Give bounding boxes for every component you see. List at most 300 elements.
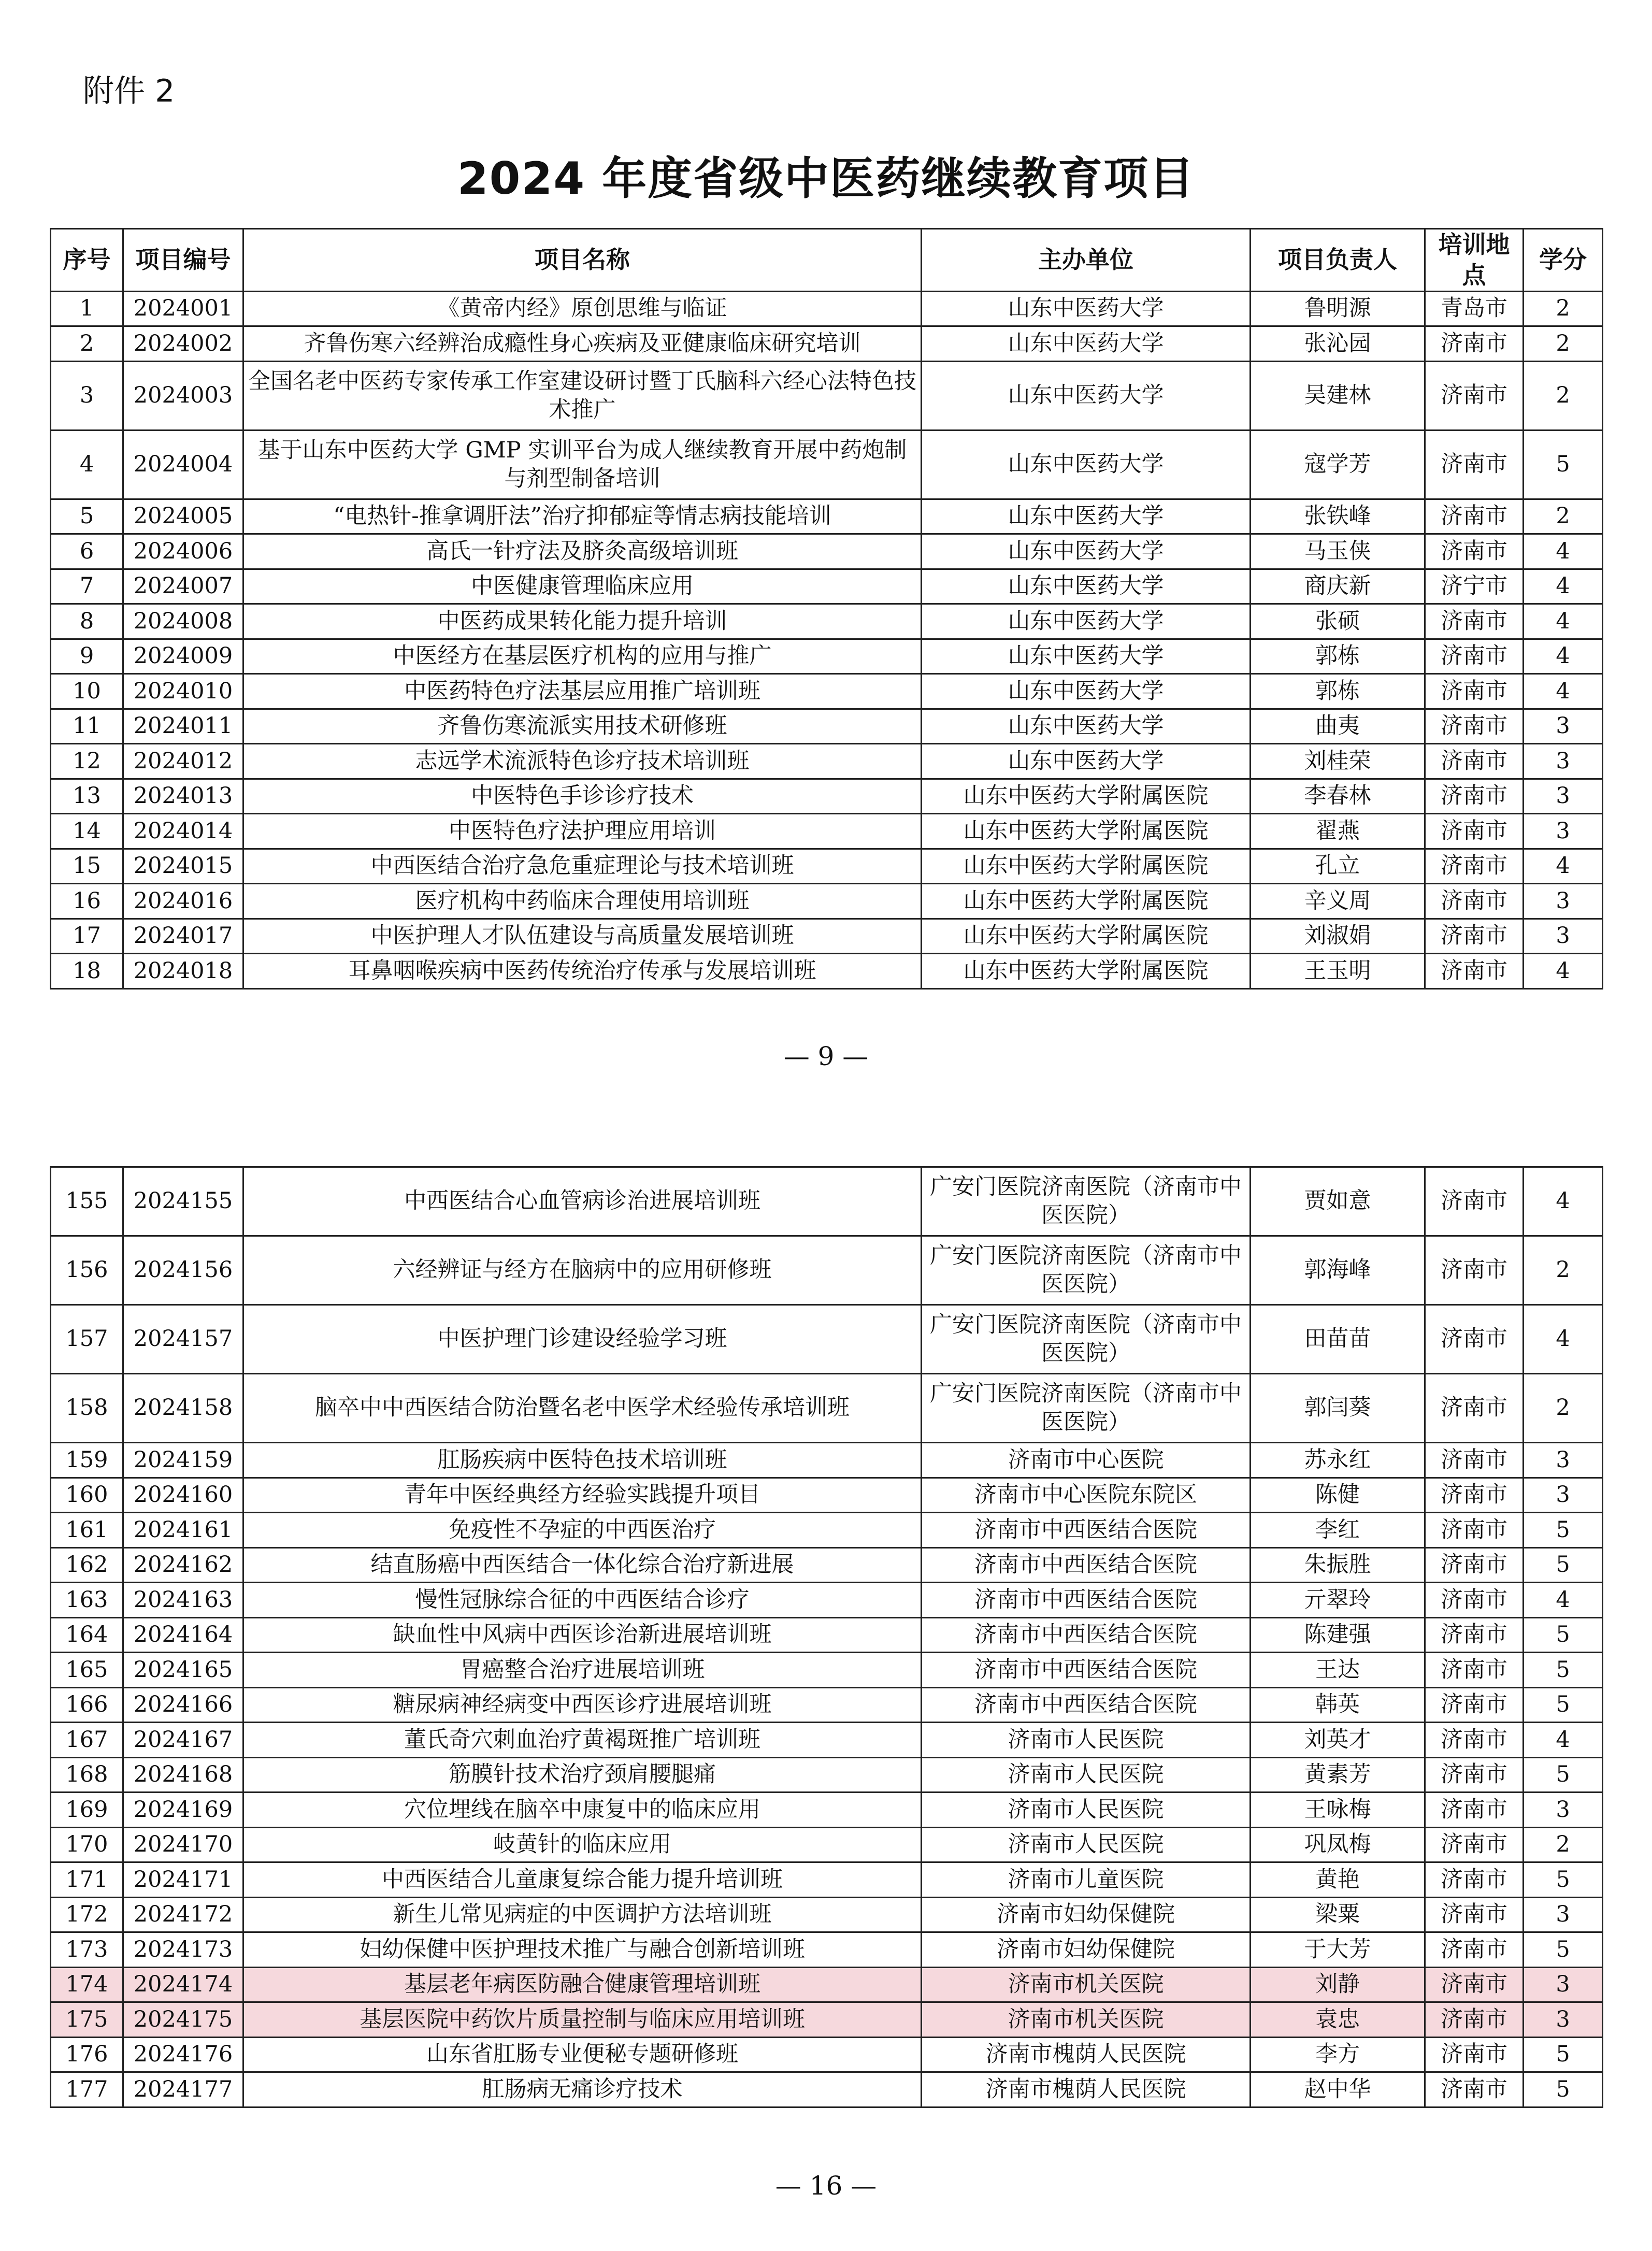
cell-seq: 159	[51, 1443, 123, 1478]
cell-organizer: 济南市人民医院	[922, 1827, 1251, 1862]
cell-project-name: 新生儿常见病症的中医调护方法培训班	[243, 1897, 922, 1932]
cell-organizer: 济南市槐荫人民医院	[922, 2072, 1251, 2107]
cell-project-name: 妇幼保健中医护理技术推广与融合创新培训班	[243, 1932, 922, 1968]
cell-organizer: 山东中医药大学附属医院	[922, 849, 1251, 884]
cell-credits: 5	[1524, 1617, 1603, 1653]
cell-location: 济南市	[1425, 1827, 1524, 1862]
cell-seq: 155	[51, 1167, 123, 1236]
cell-project-code: 2024156	[123, 1236, 243, 1305]
table-row	[51, 919, 1603, 954]
cell-project-name: 中西医结合治疗急危重症理论与技术培训班	[243, 849, 922, 884]
cell-credits: 5	[1524, 1653, 1603, 1688]
cell-project-name: 中西医结合儿童康复综合能力提升培训班	[243, 1862, 922, 1898]
cell-leader: 刘英才	[1251, 1723, 1425, 1758]
cell-organizer: 山东中医药大学附属医院	[922, 884, 1251, 919]
cell-organizer: 济南市中西医结合医院	[922, 1583, 1251, 1618]
cell-organizer: 山东中医药大学	[922, 744, 1251, 779]
cell-seq: 13	[51, 779, 123, 814]
cell-project-name: 中医健康管理临床应用	[243, 569, 922, 604]
cell-organizer: 济南市人民医院	[922, 1723, 1251, 1758]
cell-leader: 吴建林	[1251, 361, 1425, 430]
cell-project-code: 2024005	[123, 499, 243, 534]
cell-organizer: 济南市中西医结合医院	[922, 1547, 1251, 1583]
cell-project-name: 中医药成果转化能力提升培训	[243, 604, 922, 639]
cell-seq: 8	[51, 604, 123, 639]
table-row	[51, 1723, 1603, 1758]
cell-seq: 12	[51, 744, 123, 779]
cell-leader: 黄素芳	[1251, 1757, 1425, 1793]
header-location: 培训地点	[1425, 229, 1524, 292]
cell-organizer: 山东中医药大学	[922, 326, 1251, 362]
table-row	[51, 1478, 1603, 1513]
table-row	[51, 674, 1603, 709]
cell-location: 济南市	[1425, 1897, 1524, 1932]
project-table-page-9	[50, 228, 1603, 990]
cell-project-code: 2024018	[123, 954, 243, 989]
cell-credits: 4	[1524, 639, 1603, 674]
cell-seq: 161	[51, 1513, 123, 1548]
cell-credits: 5	[1524, 1757, 1603, 1793]
cell-organizer: 山东中医药大学附属医院	[922, 779, 1251, 814]
cell-seq: 17	[51, 919, 123, 954]
cell-leader: 张铁峰	[1251, 499, 1425, 534]
cell-seq: 170	[51, 1827, 123, 1862]
cell-seq: 175	[51, 2002, 123, 2038]
cell-credits: 4	[1524, 1723, 1603, 1758]
header-project-code: 项目编号	[123, 229, 243, 292]
cell-seq: 158	[51, 1374, 123, 1443]
cell-project-name: 中西医结合心血管病诊治进展培训班	[243, 1167, 922, 1236]
cell-organizer: 山东中医药大学	[922, 430, 1251, 499]
cell-credits: 3	[1524, 1443, 1603, 1478]
table-row	[51, 1513, 1603, 1548]
table-row	[51, 954, 1603, 989]
cell-seq: 160	[51, 1478, 123, 1513]
cell-credits: 5	[1524, 2072, 1603, 2107]
cell-seq: 171	[51, 1862, 123, 1898]
cell-credits: 5	[1524, 1547, 1603, 1583]
cell-leader: 陈健	[1251, 1478, 1425, 1513]
cell-credits: 3	[1524, 1793, 1603, 1828]
cell-credits: 3	[1524, 919, 1603, 954]
cell-location: 济南市	[1425, 1583, 1524, 1618]
cell-organizer: 济南市机关医院	[922, 1967, 1251, 2002]
cell-credits: 2	[1524, 326, 1603, 362]
cell-leader: 王玉明	[1251, 954, 1425, 989]
cell-project-code: 2024155	[123, 1167, 243, 1236]
cell-organizer: 济南市妇幼保健院	[922, 1932, 1251, 1968]
cell-seq: 1	[51, 291, 123, 326]
cell-seq: 18	[51, 954, 123, 989]
cell-location: 济南市	[1425, 1862, 1524, 1898]
cell-project-code: 2024170	[123, 1827, 243, 1862]
cell-credits: 4	[1524, 1583, 1603, 1618]
page-number: — 9 —	[783, 1041, 869, 1071]
cell-location: 济宁市	[1425, 569, 1524, 604]
cell-project-code: 2024167	[123, 1723, 243, 1758]
cell-project-code: 2024163	[123, 1583, 243, 1618]
cell-organizer: 山东中医药大学	[922, 639, 1251, 674]
cell-project-code: 2024173	[123, 1932, 243, 1968]
cell-leader: 商庆新	[1251, 569, 1425, 604]
cell-location: 济南市	[1425, 499, 1524, 534]
cell-leader: 刘桂荣	[1251, 744, 1425, 779]
cell-leader: 翟燕	[1251, 814, 1425, 849]
cell-project-code: 2024007	[123, 569, 243, 604]
cell-leader: 郭栋	[1251, 674, 1425, 709]
cell-project-name: 中医药特色疗法基层应用推广培训班	[243, 674, 922, 709]
cell-seq: 11	[51, 709, 123, 744]
cell-credits: 2	[1524, 291, 1603, 326]
table-row	[51, 1443, 1603, 1478]
cell-leader: 苏永红	[1251, 1443, 1425, 1478]
cell-location: 济南市	[1425, 919, 1524, 954]
cell-location: 济南市	[1425, 1723, 1524, 1758]
cell-project-name: “电热针-推拿调肝法”治疗抑郁症等情志病技能培训	[243, 499, 922, 534]
cell-leader: 辛义周	[1251, 884, 1425, 919]
cell-credits: 2	[1524, 1374, 1603, 1443]
cell-project-code: 2024177	[123, 2072, 243, 2107]
table-row	[51, 604, 1603, 639]
cell-seq: 174	[51, 1967, 123, 2002]
table-row	[51, 709, 1603, 744]
cell-project-name: 肛肠疾病中医特色技术培训班	[243, 1443, 922, 1478]
cell-project-code: 2024161	[123, 1513, 243, 1548]
cell-project-code: 2024017	[123, 919, 243, 954]
cell-project-name: 胃癌整合治疗进展培训班	[243, 1653, 922, 1688]
cell-organizer: 济南市中西医结合医院	[922, 1513, 1251, 1548]
cell-seq: 177	[51, 2072, 123, 2107]
cell-project-name: 医疗机构中药临床合理使用培训班	[243, 884, 922, 919]
cell-seq: 157	[51, 1305, 123, 1374]
cell-credits: 2	[1524, 1827, 1603, 1862]
cell-location: 济南市	[1425, 1687, 1524, 1723]
cell-leader: 寇学芳	[1251, 430, 1425, 499]
attachment-label: 附件 2	[83, 73, 175, 109]
cell-credits: 2	[1524, 499, 1603, 534]
cell-project-name: 基层老年病医防融合健康管理培训班	[243, 1967, 922, 2002]
cell-leader: 亓翠玲	[1251, 1583, 1425, 1618]
cell-project-code: 2024158	[123, 1374, 243, 1443]
cell-location: 济南市	[1425, 884, 1524, 919]
cell-seq: 163	[51, 1583, 123, 1618]
cell-leader: 郭闫葵	[1251, 1374, 1425, 1443]
cell-seq: 14	[51, 814, 123, 849]
cell-seq: 164	[51, 1617, 123, 1653]
cell-credits: 4	[1524, 849, 1603, 884]
cell-credits: 4	[1524, 674, 1603, 709]
cell-leader: 鲁明源	[1251, 291, 1425, 326]
cell-leader: 张沁园	[1251, 326, 1425, 362]
table-row	[51, 1687, 1603, 1723]
cell-seq: 165	[51, 1653, 123, 1688]
cell-project-name: 齐鲁伤寒流派实用技术研修班	[243, 709, 922, 744]
cell-leader: 刘静	[1251, 1967, 1425, 2002]
cell-project-code: 2024157	[123, 1305, 243, 1374]
cell-location: 济南市	[1425, 1513, 1524, 1548]
cell-credits: 4	[1524, 1167, 1603, 1236]
cell-organizer: 山东中医药大学	[922, 674, 1251, 709]
cell-location: 青岛市	[1425, 291, 1524, 326]
cell-seq: 7	[51, 569, 123, 604]
cell-organizer: 济南市人民医院	[922, 1757, 1251, 1793]
cell-seq: 169	[51, 1793, 123, 1828]
table-row	[51, 2037, 1603, 2072]
cell-location: 济南市	[1425, 1167, 1524, 1236]
header-seq: 序号	[51, 229, 123, 292]
cell-project-name: 筋膜针技术治疗颈肩腰腿痛	[243, 1757, 922, 1793]
cell-leader: 黄艳	[1251, 1862, 1425, 1898]
cell-leader: 王达	[1251, 1653, 1425, 1688]
cell-credits: 5	[1524, 2037, 1603, 2072]
cell-project-code: 2024014	[123, 814, 243, 849]
cell-project-code: 2024172	[123, 1897, 243, 1932]
cell-seq: 9	[51, 639, 123, 674]
cell-project-code: 2024001	[123, 291, 243, 326]
cell-project-name: 结直肠癌中西医结合一体化综合治疗新进展	[243, 1547, 922, 1583]
cell-organizer: 济南市儿童医院	[922, 1862, 1251, 1898]
cell-project-code: 2024016	[123, 884, 243, 919]
cell-location: 济南市	[1425, 1547, 1524, 1583]
cell-credits: 2	[1524, 1236, 1603, 1305]
cell-project-name: 慢性冠脉综合征的中西医结合诊疗	[243, 1583, 922, 1618]
cell-location: 济南市	[1425, 326, 1524, 362]
cell-location: 济南市	[1425, 1793, 1524, 1828]
cell-organizer: 济南市妇幼保健院	[922, 1897, 1251, 1932]
cell-credits: 3	[1524, 1967, 1603, 2002]
cell-location: 济南市	[1425, 361, 1524, 430]
project-table-page-16	[50, 1166, 1603, 2108]
cell-seq: 3	[51, 361, 123, 430]
cell-seq: 172	[51, 1897, 123, 1932]
cell-project-code: 2024164	[123, 1617, 243, 1653]
cell-location: 济南市	[1425, 709, 1524, 744]
cell-location: 济南市	[1425, 1653, 1524, 1688]
cell-seq: 176	[51, 2037, 123, 2072]
cell-credits: 3	[1524, 814, 1603, 849]
header-credits: 学分	[1524, 229, 1603, 292]
table-row	[51, 1653, 1603, 1688]
cell-organizer: 济南市中西医结合医院	[922, 1687, 1251, 1723]
cell-project-name: 基层医院中药饮片质量控制与临床应用培训班	[243, 2002, 922, 2038]
table-row	[51, 1236, 1603, 1305]
cell-leader: 刘淑娟	[1251, 919, 1425, 954]
table-row	[51, 499, 1603, 534]
cell-organizer: 山东中医药大学	[922, 534, 1251, 569]
cell-organizer: 济南市中西医结合医院	[922, 1653, 1251, 1688]
cell-seq: 4	[51, 430, 123, 499]
table-row	[51, 1547, 1603, 1583]
table-row	[51, 1897, 1603, 1932]
table-row	[51, 2072, 1603, 2107]
cell-organizer: 山东中医药大学	[922, 709, 1251, 744]
cell-organizer: 济南市中西医结合医院	[922, 1617, 1251, 1653]
cell-project-code: 2024169	[123, 1793, 243, 1828]
cell-location: 济南市	[1425, 430, 1524, 499]
cell-project-name: 高氏一针疗法及脐灸高级培训班	[243, 534, 922, 569]
cell-credits: 5	[1524, 1932, 1603, 1968]
table-row	[51, 361, 1603, 430]
cell-seq: 6	[51, 534, 123, 569]
header-organizer: 主办单位	[922, 229, 1251, 292]
cell-leader: 田苗苗	[1251, 1305, 1425, 1374]
cell-location: 济南市	[1425, 639, 1524, 674]
cell-project-code: 2024160	[123, 1478, 243, 1513]
cell-leader: 赵中华	[1251, 2072, 1425, 2107]
cell-project-name: 《黄帝内经》原创思维与临证	[243, 291, 922, 326]
cell-credits: 4	[1524, 1305, 1603, 1374]
cell-project-code: 2024162	[123, 1547, 243, 1583]
cell-seq: 2	[51, 326, 123, 362]
cell-seq: 166	[51, 1687, 123, 1723]
cell-organizer: 济南市中心医院东院区	[922, 1478, 1251, 1513]
table-row	[51, 1617, 1603, 1653]
cell-project-name: 基于山东中医药大学 GMP 实训平台为成人继续教育开展中药炮制与剂型制备培训	[243, 430, 922, 499]
cell-organizer: 山东中医药大学	[922, 499, 1251, 534]
cell-leader: 韩英	[1251, 1687, 1425, 1723]
table-row	[51, 639, 1603, 674]
cell-leader: 李春林	[1251, 779, 1425, 814]
table-row	[51, 1793, 1603, 1828]
table-row	[51, 1167, 1603, 1236]
table-row	[51, 814, 1603, 849]
cell-organizer: 济南市中心医院	[922, 1443, 1251, 1478]
page-number: — 16 —	[775, 2171, 877, 2201]
table-row	[51, 1932, 1603, 1968]
cell-seq: 156	[51, 1236, 123, 1305]
cell-project-code: 2024176	[123, 2037, 243, 2072]
cell-leader: 巩凤梅	[1251, 1827, 1425, 1862]
table-row	[51, 326, 1603, 362]
cell-project-name: 肛肠病无痛诊疗技术	[243, 2072, 922, 2107]
header-leader: 项目负责人	[1251, 229, 1425, 292]
cell-credits: 5	[1524, 1862, 1603, 1898]
cell-location: 济南市	[1425, 1478, 1524, 1513]
cell-leader: 张硕	[1251, 604, 1425, 639]
cell-leader: 李方	[1251, 2037, 1425, 2072]
cell-organizer: 山东中医药大学	[922, 569, 1251, 604]
cell-credits: 5	[1524, 1687, 1603, 1723]
cell-leader: 朱振胜	[1251, 1547, 1425, 1583]
cell-project-code: 2024171	[123, 1862, 243, 1898]
cell-location: 济南市	[1425, 1967, 1524, 2002]
cell-leader: 郭海峰	[1251, 1236, 1425, 1305]
cell-project-code: 2024012	[123, 744, 243, 779]
cell-project-name: 岐黄针的临床应用	[243, 1827, 922, 1862]
cell-location: 济南市	[1425, 1932, 1524, 1968]
cell-credits: 2	[1524, 361, 1603, 430]
table-row	[51, 534, 1603, 569]
cell-project-code: 2024002	[123, 326, 243, 362]
cell-leader: 郭栋	[1251, 639, 1425, 674]
cell-location: 济南市	[1425, 814, 1524, 849]
cell-organizer: 山东中医药大学附属医院	[922, 814, 1251, 849]
cell-project-code: 2024168	[123, 1757, 243, 1793]
cell-organizer: 山东中医药大学附属医院	[922, 919, 1251, 954]
cell-seq: 15	[51, 849, 123, 884]
table-row	[51, 2002, 1603, 2038]
cell-project-name: 缺血性中风病中西医诊治新进展培训班	[243, 1617, 922, 1653]
cell-organizer: 广安门医院济南医院（济南市中医医院）	[922, 1305, 1251, 1374]
cell-project-name: 董氏奇穴刺血治疗黄褐斑推广培训班	[243, 1723, 922, 1758]
table-row	[51, 569, 1603, 604]
cell-seq: 168	[51, 1757, 123, 1793]
cell-seq: 167	[51, 1723, 123, 1758]
cell-location: 济南市	[1425, 1757, 1524, 1793]
cell-location: 济南市	[1425, 2002, 1524, 2038]
cell-credits: 3	[1524, 744, 1603, 779]
cell-leader: 陈建强	[1251, 1617, 1425, 1653]
cell-organizer: 山东中医药大学	[922, 361, 1251, 430]
cell-project-name: 穴位埋线在脑卒中康复中的临床应用	[243, 1793, 922, 1828]
table-row	[51, 1862, 1603, 1898]
cell-project-name: 志远学术流派特色诊疗技术培训班	[243, 744, 922, 779]
cell-leader: 王咏梅	[1251, 1793, 1425, 1828]
table-row	[51, 1967, 1603, 2002]
cell-leader: 于大芳	[1251, 1932, 1425, 1968]
cell-location: 济南市	[1425, 1305, 1524, 1374]
cell-project-code: 2024166	[123, 1687, 243, 1723]
cell-project-code: 2024159	[123, 1443, 243, 1478]
cell-organizer: 广安门医院济南医院（济南市中医医院）	[922, 1236, 1251, 1305]
cell-credits: 3	[1524, 884, 1603, 919]
cell-organizer: 广安门医院济南医院（济南市中医医院）	[922, 1167, 1251, 1236]
cell-seq: 5	[51, 499, 123, 534]
cell-project-name: 六经辨证与经方在脑病中的应用研修班	[243, 1236, 922, 1305]
cell-seq: 10	[51, 674, 123, 709]
cell-organizer: 广安门医院济南医院（济南市中医医院）	[922, 1374, 1251, 1443]
cell-project-code: 2024015	[123, 849, 243, 884]
table-row	[51, 1757, 1603, 1793]
cell-location: 济南市	[1425, 1236, 1524, 1305]
cell-credits: 4	[1524, 569, 1603, 604]
cell-project-name: 脑卒中中西医结合防治暨名老中医学术经验传承培训班	[243, 1374, 922, 1443]
cell-leader: 曲夷	[1251, 709, 1425, 744]
table-row	[51, 1827, 1603, 1862]
cell-project-name: 全国名老中医药专家传承工作室建设研讨暨丁氏脑科六经心法特色技术推广	[243, 361, 922, 430]
cell-seq: 173	[51, 1932, 123, 1968]
cell-leader: 贾如意	[1251, 1167, 1425, 1236]
cell-project-name: 耳鼻咽喉疾病中医药传统治疗传承与发展培训班	[243, 954, 922, 989]
table-row	[51, 849, 1603, 884]
cell-organizer: 济南市槐荫人民医院	[922, 2037, 1251, 2072]
cell-location: 济南市	[1425, 604, 1524, 639]
cell-leader: 梁粟	[1251, 1897, 1425, 1932]
cell-organizer: 山东中医药大学附属医院	[922, 954, 1251, 989]
table-row	[51, 1583, 1603, 1618]
cell-credits: 5	[1524, 1513, 1603, 1548]
cell-location: 济南市	[1425, 1617, 1524, 1653]
cell-project-name: 中医特色疗法护理应用培训	[243, 814, 922, 849]
cell-leader: 袁忠	[1251, 2002, 1425, 2038]
header-project-name: 项目名称	[243, 229, 922, 292]
cell-location: 济南市	[1425, 849, 1524, 884]
cell-project-code: 2024011	[123, 709, 243, 744]
cell-project-code: 2024003	[123, 361, 243, 430]
cell-location: 济南市	[1425, 744, 1524, 779]
table-row	[51, 430, 1603, 499]
cell-organizer: 山东中医药大学	[922, 291, 1251, 326]
cell-location: 济南市	[1425, 1374, 1524, 1443]
page-title: 2024 年度省级中医药继续教育项目	[457, 153, 1195, 205]
cell-project-code: 2024175	[123, 2002, 243, 2038]
cell-organizer: 济南市机关医院	[922, 2002, 1251, 2038]
cell-location: 济南市	[1425, 1443, 1524, 1478]
cell-location: 济南市	[1425, 779, 1524, 814]
cell-project-name: 青年中医经典经方经验实践提升项目	[243, 1478, 922, 1513]
cell-credits: 3	[1524, 709, 1603, 744]
table-header-row	[51, 229, 1603, 292]
